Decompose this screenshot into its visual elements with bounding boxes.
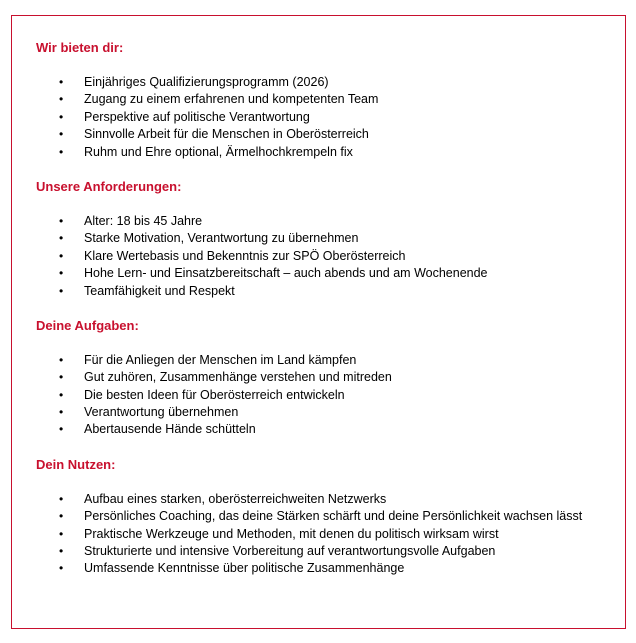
bullet-icon: • <box>59 231 64 246</box>
bullet-icon: • <box>59 405 64 420</box>
bullet-icon: • <box>59 283 64 298</box>
list-item-text: Teamfähigkeit und Respekt <box>84 283 235 298</box>
list-item <box>36 265 615 282</box>
bullet-icon: • <box>59 370 64 385</box>
list-item-text: Umfassende Kenntnisse über politische Zusammenhänge <box>84 561 405 576</box>
list-item-text: Gut zuhören, Zusammenhänge verstehen und mitreden <box>84 370 392 385</box>
list-item <box>36 283 615 300</box>
section-wir-bieten-dir <box>36 40 615 161</box>
list-item <box>36 560 615 577</box>
list-item <box>36 352 615 369</box>
bullet-icon: • <box>59 387 64 402</box>
section-unsere-anforderungen <box>36 179 615 300</box>
section-title: Dein Nutzen: <box>36 456 116 472</box>
list-item-text: Strukturierte und intensive Vorbereitung auf verantwortungsvolle Aufgaben <box>84 544 496 559</box>
list-item-text: Ruhm und Ehre optional, Ärmelhochkrempeln fix <box>84 144 353 159</box>
list-item-text: Starke Motivation, Verantwortung zu übernehmen <box>84 231 359 246</box>
list-item-text: Für die Anliegen der Menschen im Land kämpfen <box>84 352 357 367</box>
section-title: Wir bieten dir: <box>36 40 124 55</box>
list-item <box>36 230 615 247</box>
list-item-text: Perspektive auf politische Verantwortung <box>84 109 310 124</box>
bullet-icon: • <box>59 127 64 142</box>
content-frame <box>11 15 626 629</box>
bullet-icon: • <box>59 75 64 89</box>
bullet-icon: • <box>59 561 64 576</box>
list-item-text: Die besten Ideen für Oberösterreich entwickeln <box>84 387 345 402</box>
bullet-list <box>36 213 615 300</box>
list-item-text: Hohe Lern- und Einsatzbereitschaft – auch abends und am Wochenende <box>84 266 488 281</box>
bullet-icon: • <box>59 266 64 281</box>
list-item <box>36 404 615 421</box>
bullet-list <box>36 74 615 161</box>
list-item <box>36 248 615 265</box>
bullet-icon: • <box>59 544 64 559</box>
list-item-text: Persönliches Coaching, das deine Stärken schärft und deine Persönlichkeit wachsen lässt <box>84 509 583 524</box>
list-item <box>36 491 615 508</box>
list-item <box>36 126 615 143</box>
list-item-text: Klare Wertebasis und Bekenntnis zur SPÖ Oberösterreich <box>84 248 406 263</box>
list-item-text: Zugang zu einem erfahrenen und kompetenten Team <box>84 92 379 107</box>
list-item <box>36 74 615 91</box>
bullet-icon: • <box>59 248 64 263</box>
list-item-text: Sinnvolle Arbeit für die Menschen in Oberösterreich <box>84 127 369 142</box>
section-title: Unsere Anforderungen: <box>36 178 182 194</box>
list-item-text: Einjähriges Qualifizierungsprogramm (2026) <box>84 75 329 89</box>
section-dein-nutzen <box>36 457 615 578</box>
list-item <box>36 543 615 560</box>
list-item-text: Aufbau eines starken, oberösterreichweiten Netzwerks <box>84 491 387 506</box>
list-item <box>36 526 615 543</box>
list-item-text: Alter: 18 bis 45 Jahre <box>84 213 203 228</box>
bullet-icon: • <box>59 92 64 107</box>
list-item-text: Verantwortung übernehmen <box>84 405 239 420</box>
list-item-text: Abertausende Hände schütteln <box>84 422 256 437</box>
list-item <box>36 213 615 230</box>
bullet-icon: • <box>59 422 64 437</box>
bullet-list <box>36 352 615 439</box>
bullet-icon: • <box>59 491 64 506</box>
list-item <box>36 369 615 386</box>
content <box>36 40 615 596</box>
list-item <box>36 91 615 108</box>
bullet-icon: • <box>59 352 64 367</box>
list-item-text: Praktische Werkzeuge und Methoden, mit denen du politisch wirksam wirst <box>84 526 499 541</box>
list-item <box>36 109 615 126</box>
bullet-icon: • <box>59 144 64 159</box>
bullet-icon: • <box>59 509 64 524</box>
section-deine-aufgaben <box>36 318 615 439</box>
list-item <box>36 144 615 161</box>
bullet-icon: • <box>59 109 64 124</box>
bullet-list <box>36 491 615 578</box>
list-item <box>36 421 615 438</box>
list-item <box>36 387 615 404</box>
section-title: Deine Aufgaben: <box>36 317 139 333</box>
bullet-icon: • <box>59 526 64 541</box>
list-item <box>36 508 615 525</box>
bullet-icon: • <box>59 213 64 228</box>
